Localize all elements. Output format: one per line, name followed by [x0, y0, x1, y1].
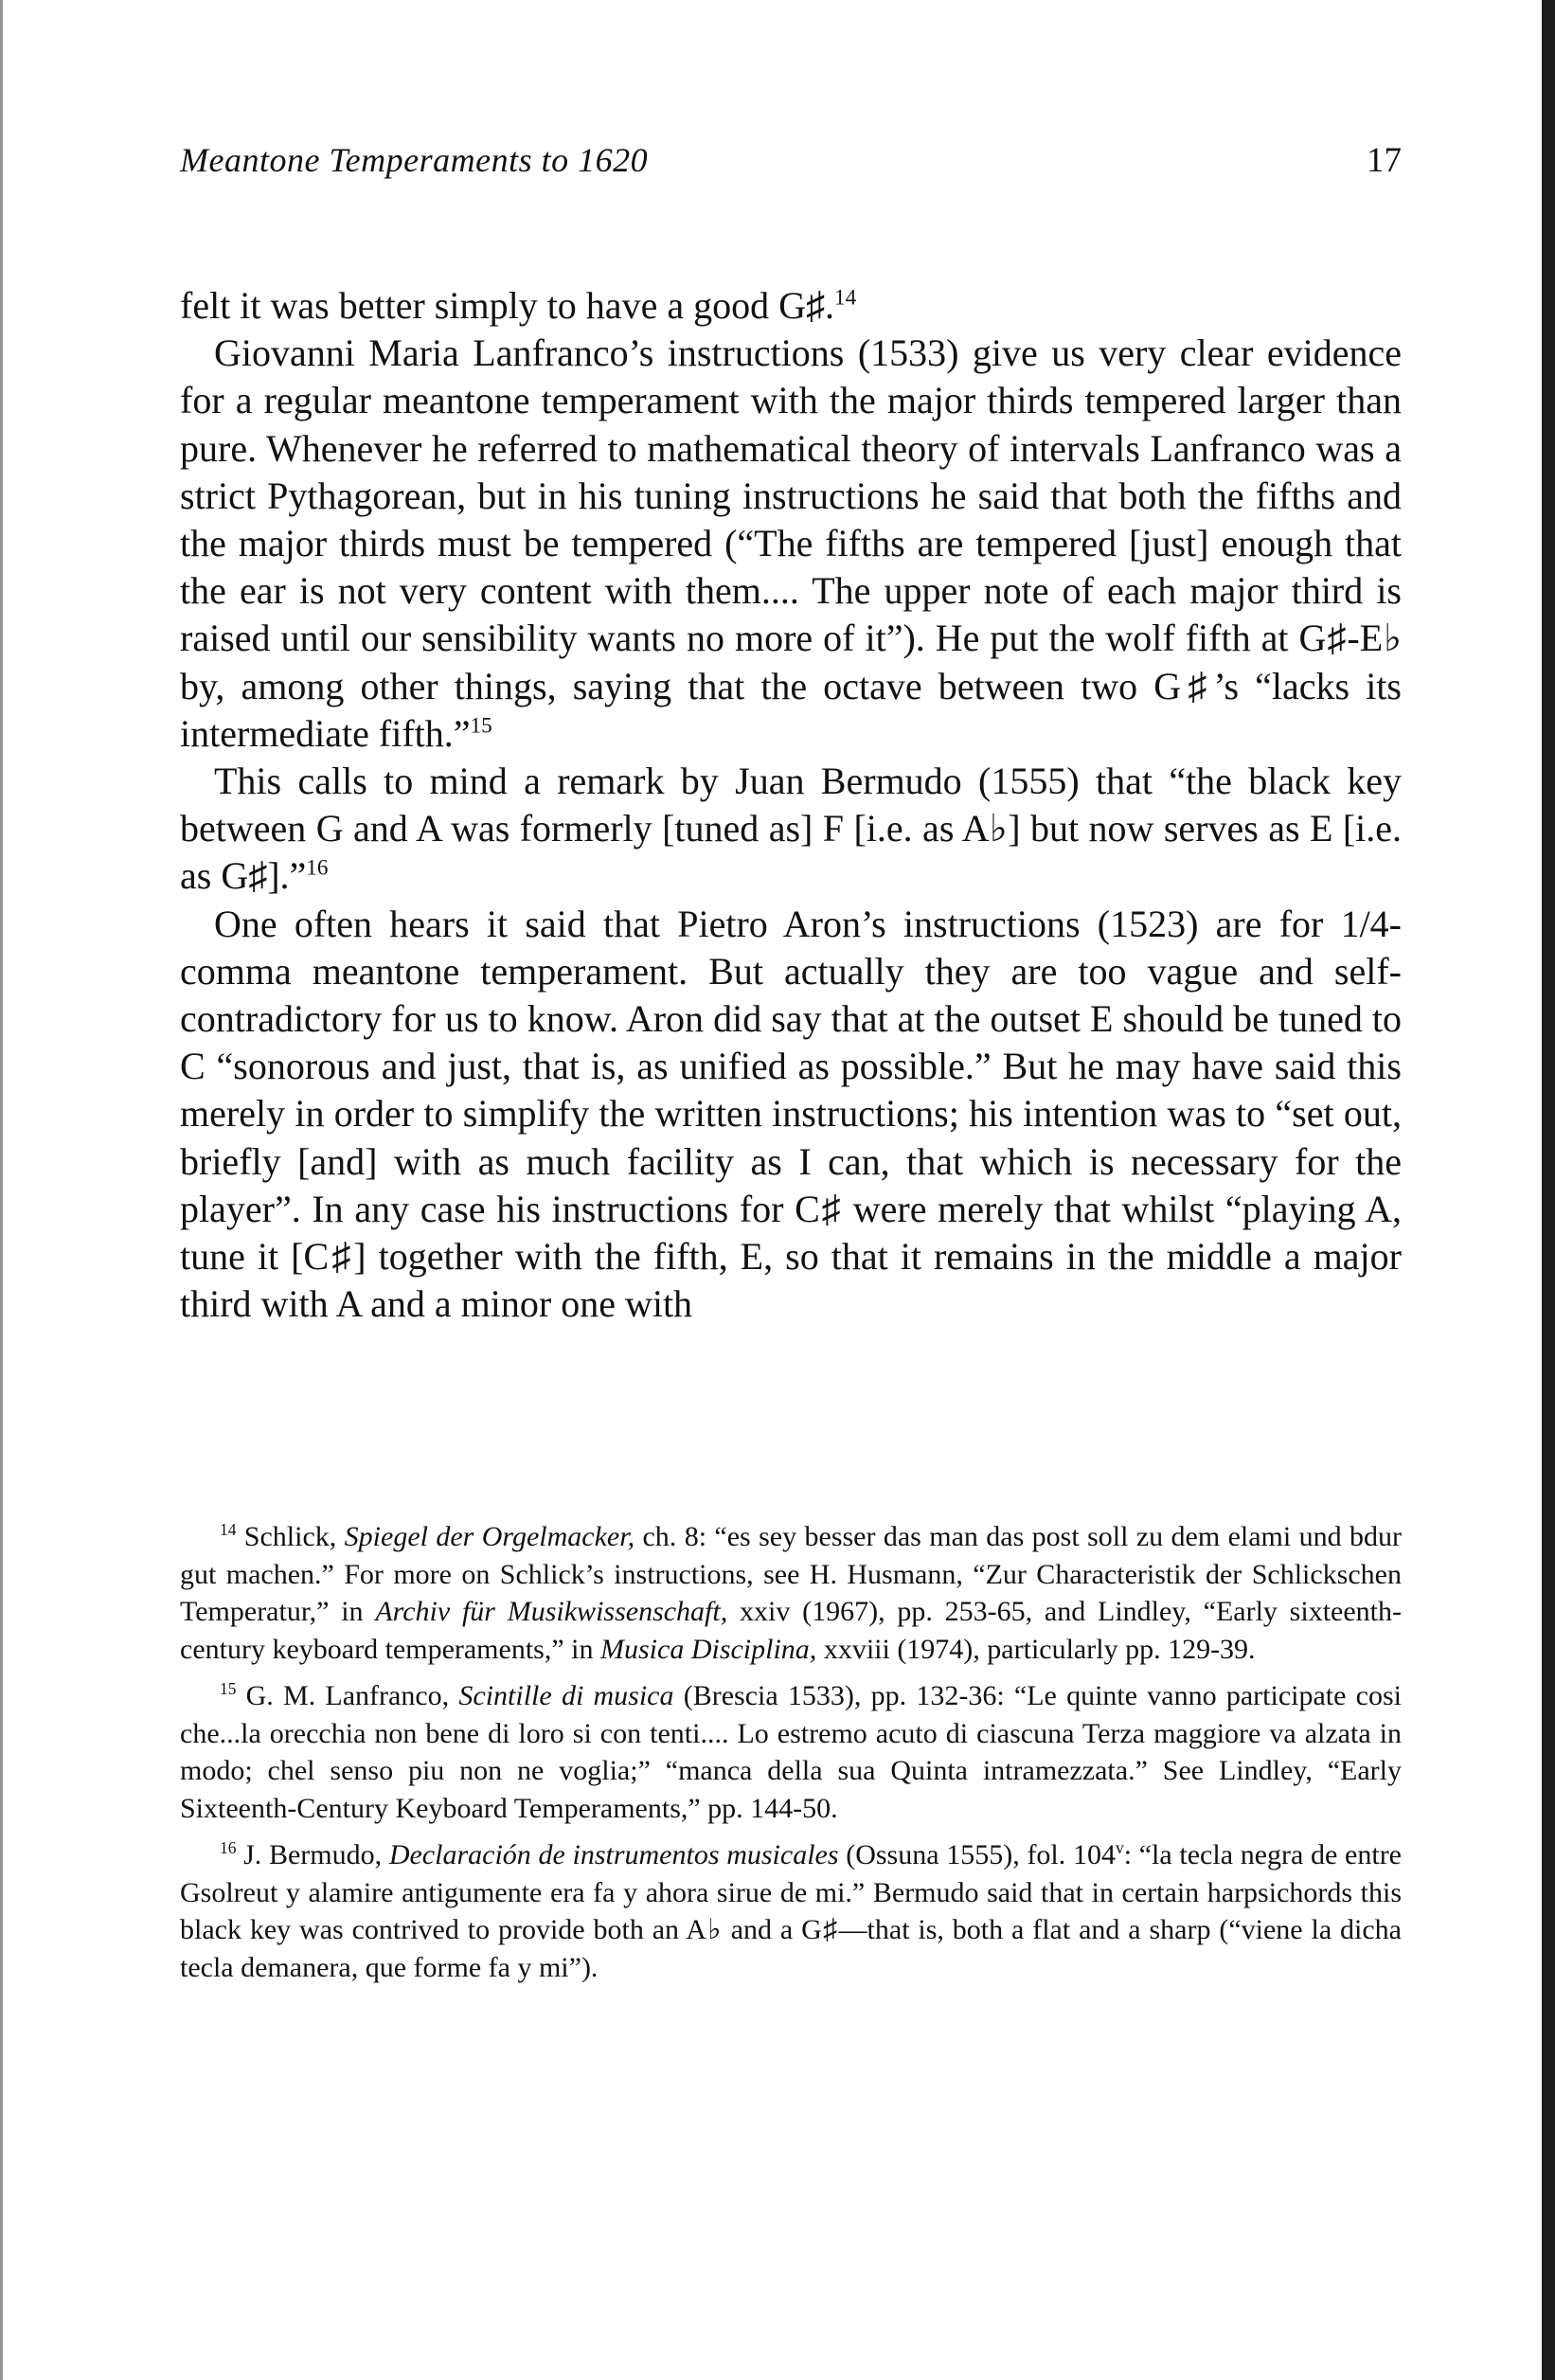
note-marker: 16 — [220, 1838, 237, 1857]
running-head — [180, 140, 1402, 188]
running-title: Meantone Temperaments to 1620 — [180, 141, 649, 179]
text-run: (Ossuna 1555), fol. 104 — [838, 1839, 1116, 1870]
text-run: xxviii (1974), particularly pp. 129-39. — [816, 1633, 1256, 1665]
text-run: This calls to mind a remark by Juan Bermudo (1555) that “the black key between G and A was formerly [tuned as] F [i.e. as A♭] but now serves as E [i.e. as G♯].” — [180, 760, 1402, 898]
text-run: Giovanni Maria Lanfranco’s instructions (1533) give us very clear evidence for a regular meantone temperament with the major thirds tempered larger than pure. Whenever he referred to mathematical theory of intervals Lanfranco was a strict Pythagorean, but in his tuning instructions he said that both the fifths and the major thirds must be tempered (“The fifths are tempered [just] enough that the ear is not very content with them.... The upper note of each major third is raised until our sensibility wants no more of it”). He put the wolf fifth at G♯-E♭ by, among other things, saying that the octave between two G♯’s “lacks its intermediate fifth.” — [180, 331, 1402, 755]
note-marker: 15 — [220, 1679, 237, 1698]
footnote — [180, 1518, 1402, 1668]
body-paragraph — [180, 758, 1402, 901]
text-run: felt it was better simply to have a good G♯. — [180, 284, 834, 327]
italic-title: Scintille di musica — [458, 1680, 674, 1711]
text-run: G. M. Lanfranco, — [236, 1680, 459, 1711]
note-marker: 14 — [220, 1520, 237, 1539]
note-marker: 15 — [470, 713, 492, 739]
text-run: J. Bermudo, — [236, 1839, 389, 1870]
text-run: (Brescia 1533), pp. 132-36: “Le quinte vanno participate cosi che...la orecchia non bene di loro si con tenti.... Lo estremo acuto di ciascuna Terza maggiore va alzata in modo; chel senso piu non ne voglia;” “manca della sua Quinta intramezzata.” See Lindley, “Early Sixteenth-Century Keyboard Temperaments,” pp. 144-50. — [180, 1680, 1402, 1824]
note-marker: 14 — [833, 285, 857, 311]
scan-right-shadow — [1542, 0, 1555, 2380]
footnotes — [180, 1518, 1402, 1995]
note-marker: v — [1115, 1838, 1124, 1857]
note-marker: 16 — [306, 856, 329, 882]
italic-title: Spiegel der Orgelmacker, — [344, 1521, 635, 1552]
italic-title: Musica Disciplina, — [600, 1633, 817, 1665]
text-run: Schlick, — [236, 1521, 345, 1552]
page-number: 17 — [1367, 141, 1402, 180]
text-run: ch. 8: “es sey besser das man das post soll zu dem elami und bdur gut machen.” For more on Schlick’s instructions, see H. Husmann, “Zur Characteristik der Schlickschen Temperatur,” in — [180, 1521, 1402, 1627]
body-text — [180, 282, 1402, 1328]
body-paragraph — [180, 901, 1402, 1329]
italic-title: Archiv für Musikwissenschaft, — [375, 1596, 728, 1627]
scan-left-edge — [0, 0, 3, 2380]
italic-title: Declaración de instrumentos musicales — [388, 1839, 839, 1870]
text-run: xxiv (1967), pp. 253-65, and Lindley, “Early sixteenth-century keyboard temperaments,” in — [180, 1596, 1402, 1665]
text-run: : “la tecla negra de entre Gsolreut y alamire antigumente era fa y ahora sirue de mi.” Bermudo said that in certain harpsichords this black key was contrived to provide both an A♭ and a G♯—that is, both a flat and a sharp (“viene la dicha tecla demanera, que forme fa y mi”). — [180, 1839, 1403, 1983]
footnote — [180, 1677, 1402, 1827]
text-run: One often hears it said that Pietro Aron’s instructions (1523) are for 1/4-comma meantone temperament. But actually they are too vague and self-contradictory for us to know. Aron did say that at the outset E should be tuned to C “sonorous and just, that is, as unified as possible.” But he may have said this merely in order to simplify the written instructions; his intention was to “set out, briefly [and] with as much facility as I can, that which is necessary for the player”. In any case his instructions for C♯ were merely that whilst “playing A, tune it [C♯] together with the fifth, E, so that it remains in the middle a major third with A and a minor one with — [180, 902, 1402, 1326]
footnote — [180, 1836, 1402, 1986]
body-paragraph — [180, 330, 1402, 758]
body-paragraph — [180, 282, 1402, 330]
